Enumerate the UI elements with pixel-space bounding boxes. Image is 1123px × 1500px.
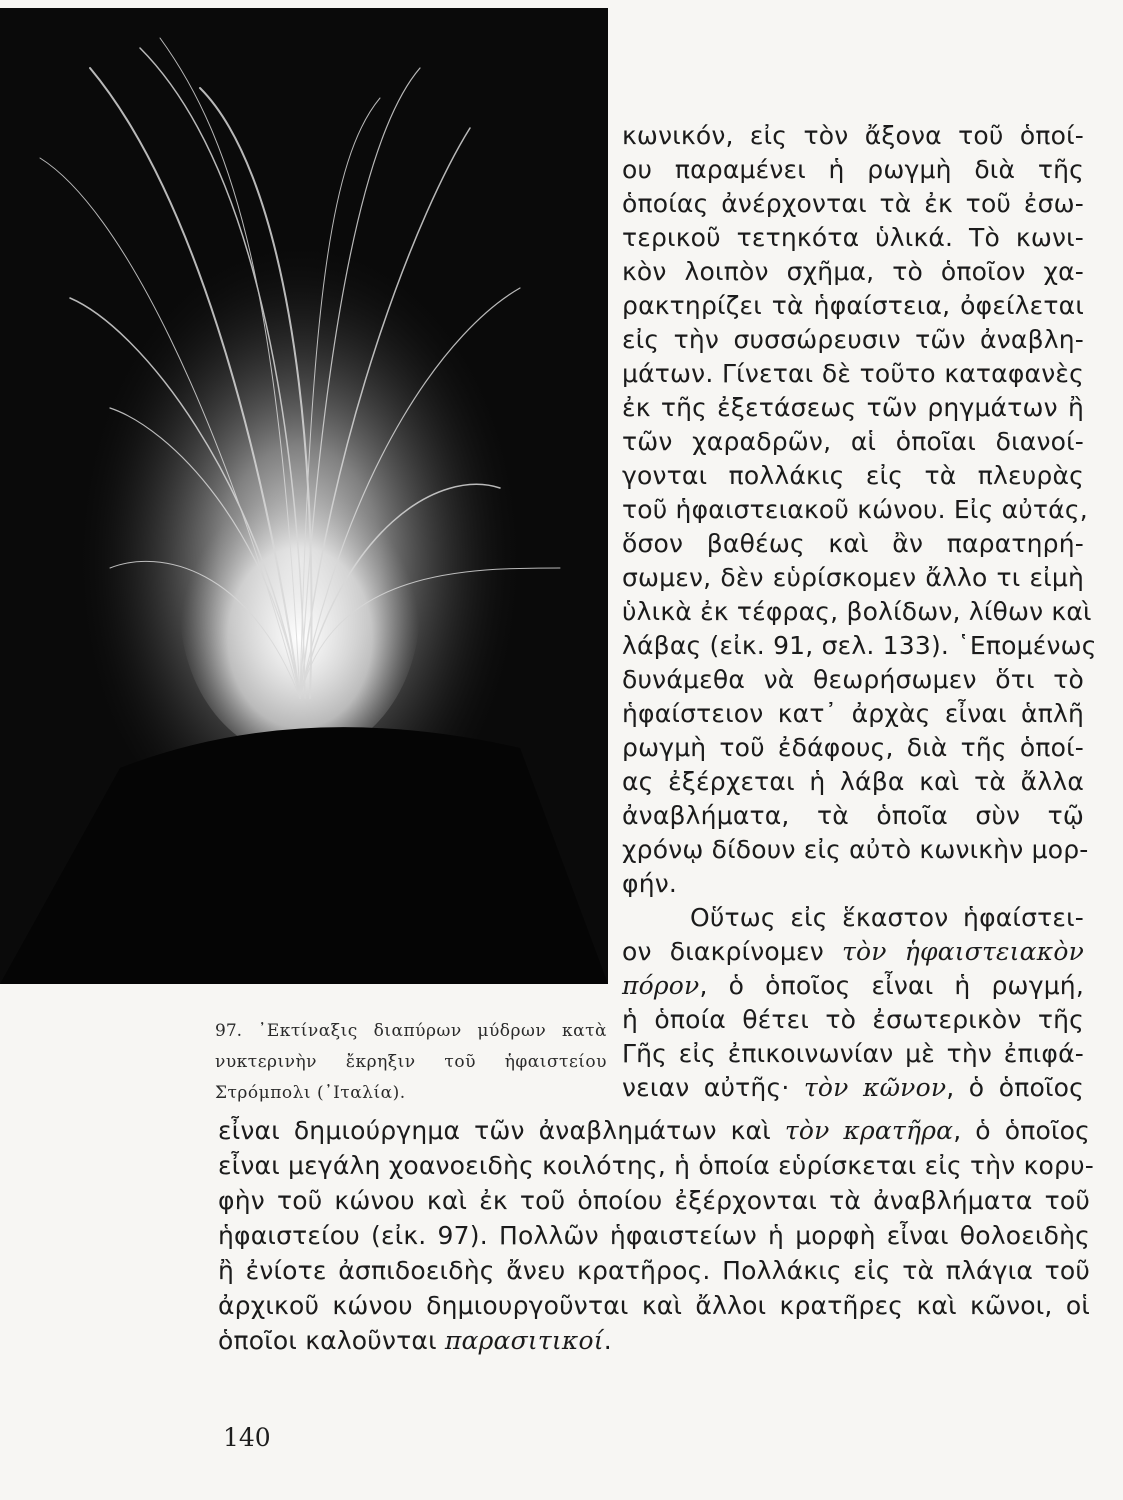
text-line: Γῆς εἰς ἐπικοινωνίαν μὲ τὴν ἐπιφά- xyxy=(622,1039,1084,1068)
volcano-eruption-image xyxy=(0,8,608,984)
text-line: εἶναι δημιούργημα τῶν ἀναβλημάτων καὶ τὸν κρατῆρα, ὁ ὁποῖος xyxy=(218,1116,1090,1145)
figure-number: 97. xyxy=(215,1021,243,1041)
text-line: λάβας (εἰκ. 91, σελ. 133). ῾Επομένως xyxy=(622,631,1097,660)
text-line: ἀναβλήματα, τὰ ὁποῖα σὺν τῷ xyxy=(622,801,1084,830)
text-line: χρόνῳ δίδουν εἰς αὐτὸ κωνικὴν μορ- xyxy=(622,835,1089,864)
text-line: ὅσον βαθέως καὶ ἂν παρατηρή- xyxy=(622,529,1084,558)
text-line: ὁποίας ἀνέρχονται τὰ ἐκ τοῦ ἐσω- xyxy=(622,189,1084,218)
text-line: ἡφαίστειον κατ᾿ ἀρχὰς εἶναι ἁπλῆ xyxy=(622,699,1084,728)
text-line: φὴν τοῦ κώνου καὶ ἐκ τοῦ ὁποίου ἐξέρχονται τὰ ἀναβλήματα τοῦ xyxy=(218,1186,1090,1215)
text-line: ρακτηρίζει τὰ ἡφαίστεια, ὀφείλεται xyxy=(622,291,1084,320)
text-line: κωνικόν, εἰς τὸν ἄξονα τοῦ ὁποί- xyxy=(622,121,1084,150)
text-line: μάτων. Γίνεται δὲ τοῦτο καταφανὲς xyxy=(622,359,1084,388)
text-line: γονται πολλάκις εἰς τὰ πλευρὰς xyxy=(622,461,1084,490)
text-line: ἡφαιστείου (εἰκ. 97). Πολλῶν ἡφαιστείων ἡ μορφὴ εἶναι θολοειδὴς xyxy=(218,1221,1090,1250)
text-line: ἡ ὁποία θέτει τὸ ἐσωτερικὸν τῆς xyxy=(622,1005,1084,1034)
text-line: εἰς τὴν συσσώρευσιν τῶν ἀναβλη- xyxy=(622,325,1084,354)
text-line: ρωγμὴ τοῦ ἐδάφους, διὰ τῆς ὁποί- xyxy=(622,733,1084,762)
text-line: πόρον, ὁ ὁποῖος εἶναι ἡ ρωγμή, xyxy=(622,971,1084,1000)
text-line: ἢ ἐνίοτε ἀσπιδοειδὴς ἄνευ κρατῆρος. Πολλάκις εἰς τὰ πλάγια τοῦ xyxy=(218,1256,1090,1285)
text-line: ου παραμένει ἡ ρωγμὴ διὰ τῆς xyxy=(622,155,1084,184)
text-line: ἐκ τῆς ἐξετάσεως τῶν ρηγμάτων ἢ xyxy=(622,393,1084,422)
text-line: τῶν χαραδρῶν, αἱ ὁποῖαι διανοί- xyxy=(622,427,1084,456)
text-line: ας ἐξέρχεται ἡ λάβα καὶ τὰ ἄλλα xyxy=(622,767,1084,796)
text-line: δυνάμεθα νὰ θεωρήσωμεν ὅτι τὸ xyxy=(622,665,1084,694)
text-line: ἀρχικοῦ κώνου δημιουργοῦνται καὶ ἄλλοι κρατῆρες καὶ κῶνοι, οἱ xyxy=(218,1291,1090,1320)
text-line: ὁποῖοι καλοῦνται παρασιτικοί. xyxy=(218,1326,612,1355)
page-number: 140 xyxy=(223,1423,271,1452)
eruption-photo xyxy=(0,8,608,984)
text-line: φήν. xyxy=(622,869,678,898)
text-line: τερικοῦ τετηκότα ὑλικά. Τὸ κωνι- xyxy=(622,223,1084,252)
text-line: εἶναι μεγάλη χοανοειδὴς κοιλότης, ἡ ὁποία εὑρίσκεται εἰς τὴν κορυ- xyxy=(218,1151,1094,1180)
text-line: σωμεν, δὲν εὑρίσκομεν ἄλλο τι εἰμὴ xyxy=(622,563,1084,592)
text-line: τοῦ ἡφαιστειακοῦ κώνου. Εἰς αὐτάς, xyxy=(622,495,1088,524)
figure-caption xyxy=(215,1016,607,1109)
text-line: ὑλικὰ ἐκ τέφρας, βολίδων, λίθων καὶ xyxy=(622,597,1092,626)
figure-caption-text: ᾿Εκτίναξις διαπύρων μύδρων κατὰ νυκτερινὴν ἔκρηξιν τοῦ ἡφαιστείου Στρόμπολι (᾿Ιταλία). xyxy=(215,1021,607,1103)
text-line: νειαν αὐτῆς· τὸν κῶνον, ὁ ὁποῖος xyxy=(622,1073,1084,1102)
text-line: Οὕτως εἰς ἕκαστον ἡφαίστει- xyxy=(690,903,1084,932)
text-line: ον διακρίνομεν τὸν ἡφαιστειακὸν xyxy=(622,937,1084,966)
text-line: κὸν λοιπὸν σχῆμα, τὸ ὁποῖον χα- xyxy=(622,257,1084,286)
